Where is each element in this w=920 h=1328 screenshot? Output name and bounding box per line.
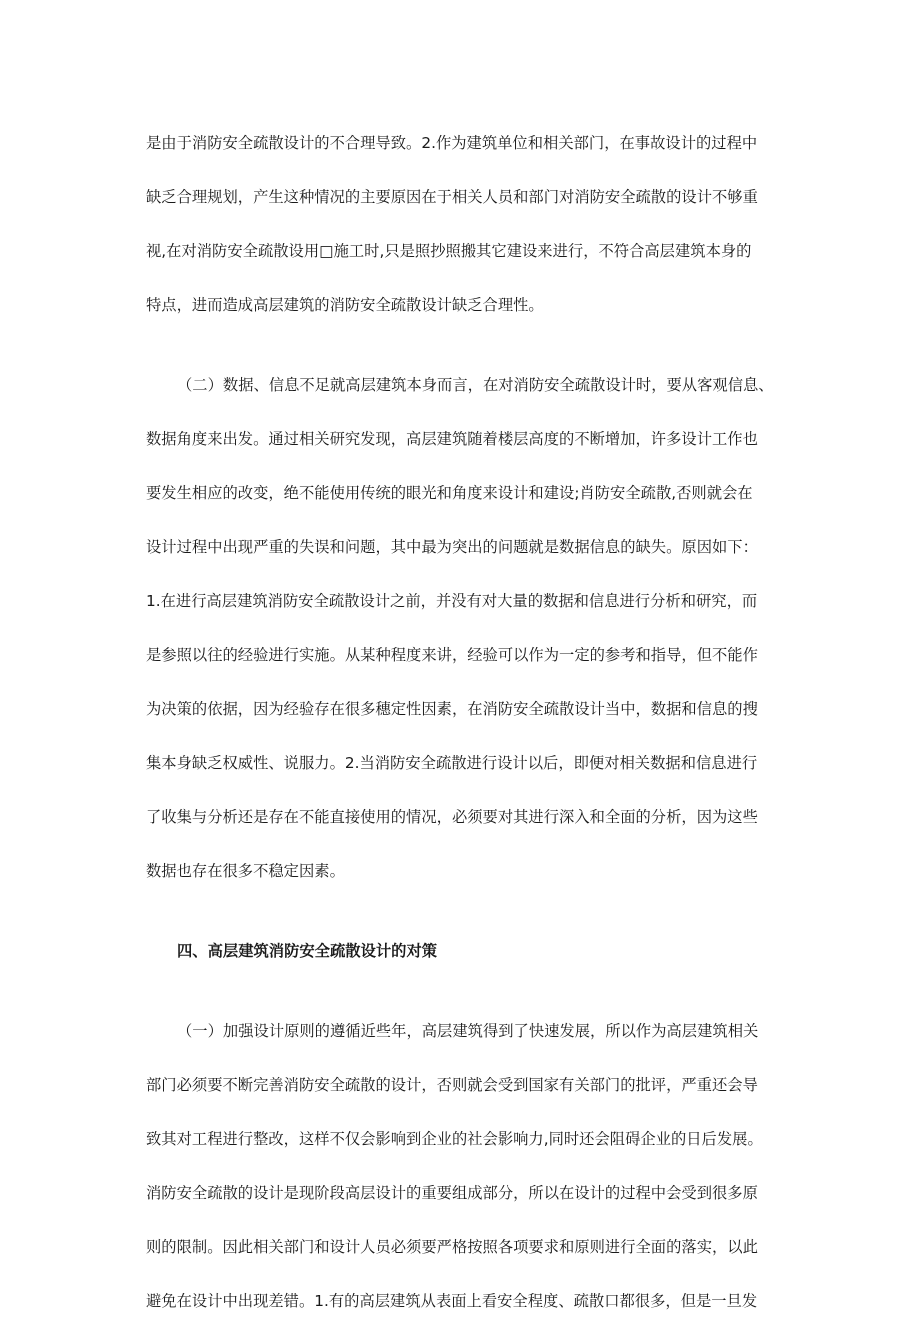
document-body xyxy=(146,116,782,1328)
text-line: 要发生相应的改变，绝不能使用传统的眼光和角度来设计和建设;肖防安全疏散,否则就会在 xyxy=(146,484,753,502)
text-line: 缺乏合理规划，产生这种情况的主要原因在于相关人员和部门对消防安全疏散的设计不够重 xyxy=(146,188,758,206)
text-line: 集本身缺乏权威性、说服力。2.当消防安全疏散进行设计以后，即便对相关数据和信息进行 xyxy=(146,754,758,772)
paragraph-gap xyxy=(146,898,782,924)
text-line: 了收集与分析还是存在不能直接使用的情况，必须要对其进行深入和全面的分析，因为这些 xyxy=(146,808,758,826)
paragraph xyxy=(146,116,782,332)
text-line: 部门必须要不断完善消防安全疏散的设计，否则就会受到国家有关部门的批评，严重还会导 xyxy=(146,1076,758,1094)
text-line: 则的限制。因此相关部门和设计人员必须要严格按照各项要求和原则进行全面的落实，以此 xyxy=(146,1238,758,1256)
text-line: 设计过程中出现严重的失误和问题，其中最为突出的问题就是数据信息的缺失。原因如下： xyxy=(146,538,758,556)
text-line: （二）数据、信息不足就高层建筑本身而言，在对消防安全疏散设计时，要从客观信息、 xyxy=(177,376,774,394)
text-line: 特点，进而造成高层建筑的消防安全疏散设计缺乏合理性。 xyxy=(146,296,544,314)
text-line: 数据也存在很多不稳定因素。 xyxy=(146,862,345,880)
text-line: 为决策的依据，因为经验存在很多穗定性因素，在消防安全疏散设计当中，数据和信息的搜 xyxy=(146,700,758,718)
text-line: 数据角度来出发。通过相关研究发现，高层建筑随着楼层高度的不断增加，许多设计工作也 xyxy=(146,430,758,448)
text-line: 消防安全疏散的设计是现阶段高层设计的重要组成部分，所以在设计的过程中会受到很多原 xyxy=(146,1184,758,1202)
text-line: 避免在设计中出现差错。1.有的高层建筑从表面上看安全程度、疏散口都很多，但是一旦发 xyxy=(146,1292,758,1310)
text-line: 1.在进行高层建筑消防安全疏散设计之前，并没有对大量的数据和信息进行分析和研究，而 xyxy=(146,592,758,610)
text-line: 是参照以往的经验进行实施。从某种程度来讲，经验可以作为一定的参考和指导，但不能作 xyxy=(146,646,758,664)
text-line: 是由于消防安全疏散设计的不合理导致。2.作为建筑单位和相关部门，在事故设计的过程中 xyxy=(146,134,758,152)
paragraph xyxy=(146,1004,782,1328)
text-line: （一）加强设计原则的遵循近些年，高层建筑得到了快速发展，所以作为高层建筑相关 xyxy=(177,1022,759,1040)
section-heading xyxy=(146,924,782,978)
text-line: 致其对工程进行整改，这样不仅会影响到企业的社会影响力,同时还会阻碍企业的日后发展。 xyxy=(146,1130,763,1148)
paragraph xyxy=(146,358,782,898)
paragraph-gap xyxy=(146,332,782,358)
text-line: 视,在对消防安全疏散设用□施工时,只是照抄照搬其它建设来进行，不符合高层建筑本身的 xyxy=(146,242,752,260)
heading-text: 四、高层建筑消防安全疏散设计的对策 xyxy=(177,942,438,960)
paragraph-gap xyxy=(146,978,782,1004)
